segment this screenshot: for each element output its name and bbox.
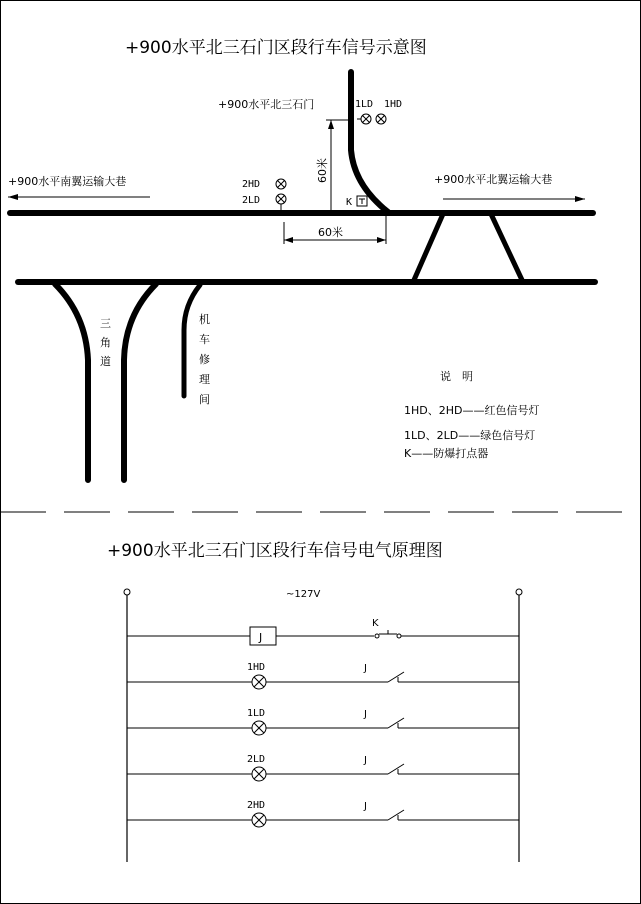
- signal-2-lamp-icon: [276, 179, 286, 210]
- schematic-switch-k-label: K: [372, 618, 379, 629]
- legend-line-2: 1LD、2LD——绿色信号灯: [404, 429, 536, 442]
- lamp-icon: [252, 767, 266, 781]
- signal-1hd-label: 1HD: [384, 99, 403, 110]
- left-roadway-label: +900水平南翼运输大巷: [8, 175, 127, 188]
- lamp-row: [127, 754, 519, 781]
- switch-k-label: K: [346, 197, 353, 208]
- triangle-road-char: 道: [100, 355, 111, 368]
- repair-room-char: 车: [199, 333, 210, 346]
- repair-room-label: [199, 312, 210, 406]
- left-arrow: [8, 194, 150, 200]
- lamp-icon: [252, 813, 266, 827]
- crosscut-label: +900水平北三石门: [218, 98, 315, 111]
- lamp-row: [127, 662, 519, 689]
- signal-2hd-label: 2HD: [242, 179, 261, 190]
- lamp-icon: [252, 675, 266, 689]
- switch-k-icon: [357, 196, 367, 206]
- bus-rail-left: [124, 589, 130, 862]
- lamp-row: [127, 708, 519, 735]
- repair-room-track: [184, 285, 200, 396]
- contact-label: J: [364, 663, 367, 674]
- right-roadway-label: +900水平北翼运输大巷: [434, 173, 553, 186]
- crossover-track: [414, 214, 522, 280]
- lamp-label: 1HD: [247, 662, 266, 673]
- contact-label: J: [364, 709, 367, 720]
- legend-title: 说 明: [440, 370, 473, 383]
- lamp-icon: [252, 721, 266, 735]
- lamp-label: 2HD: [247, 800, 266, 811]
- relay-contact-icon: [388, 672, 404, 682]
- triangle-road-char: 三: [100, 317, 111, 330]
- repair-room-char: 机: [199, 313, 210, 326]
- triangle-road-char: 角: [100, 336, 111, 349]
- lamp-label: 2LD: [247, 754, 266, 765]
- relay-row: [127, 627, 519, 645]
- relay-contact-icon: [388, 810, 404, 820]
- triangle-road-label: [100, 317, 111, 368]
- signal-1ld-label: 1LD: [355, 99, 374, 110]
- relay-label: J: [259, 631, 263, 644]
- schematic-title: +900水平北三石门区段行车信号电气原理图: [107, 541, 443, 561]
- repair-room-char: 修: [199, 353, 210, 366]
- right-arrow: [443, 196, 585, 202]
- repair-room-char: 理: [199, 373, 210, 386]
- legend-line-3: K——防爆打点器: [404, 447, 489, 460]
- layout-title: +900水平北三石门区段行车信号示意图: [125, 38, 427, 58]
- vertical-dimension-label: 60米: [316, 158, 329, 183]
- lamp-label: 1LD: [247, 708, 266, 719]
- voltage-label: ~127V: [286, 589, 321, 600]
- repair-room-char: 间: [199, 393, 210, 406]
- signal-2ld-label: 2LD: [242, 195, 261, 206]
- crosscut-track: [351, 72, 388, 212]
- lamp-rows: [127, 662, 519, 827]
- legend-line-1: 1HD、2HD——红色信号灯: [404, 404, 540, 417]
- relay-contact-icon: [388, 764, 404, 774]
- relay-contact-icon: [388, 718, 404, 728]
- horizontal-dimension-label: 60米: [318, 226, 343, 239]
- triangle-road-track: [55, 284, 156, 480]
- contact-label: J: [364, 755, 367, 766]
- lamp-row: [127, 800, 519, 827]
- contact-label: J: [364, 801, 367, 812]
- bus-rail-right: [516, 589, 522, 862]
- signal-1-lamp-icon: [357, 114, 386, 124]
